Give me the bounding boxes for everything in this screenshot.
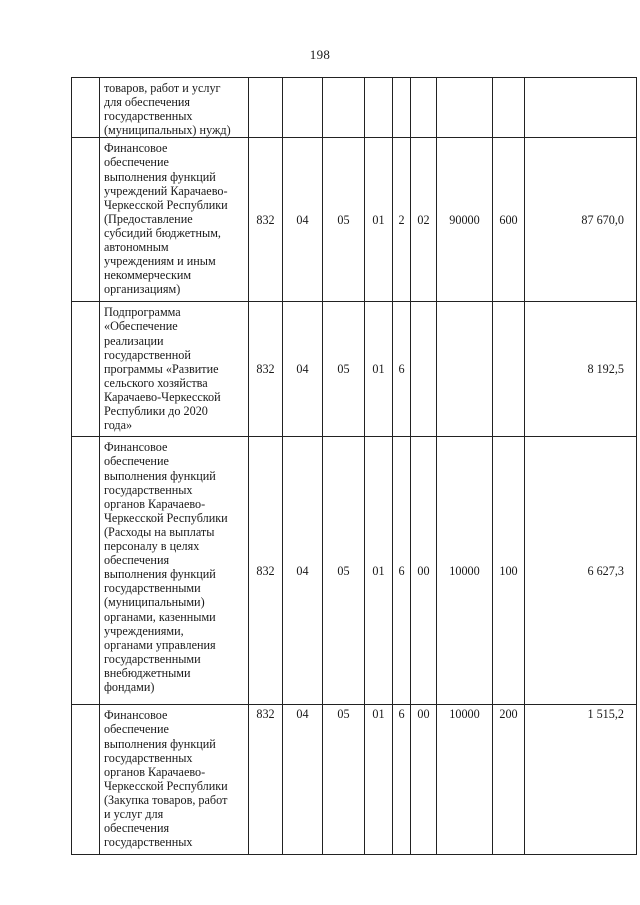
admin-code-cell: 832 [249, 705, 283, 855]
program-code-cell: 01 [365, 705, 393, 855]
expense-type-cell: 100 [493, 437, 525, 705]
subprogram-code-cell: 2 [393, 138, 411, 302]
expense-type-cell: 600 [493, 138, 525, 302]
row-number-cell [72, 302, 100, 437]
expense-type-cell [493, 302, 525, 437]
table-row [72, 302, 637, 437]
direction-code-cell [437, 78, 493, 138]
subprogram-code-cell: 6 [393, 302, 411, 437]
main-event-code-cell: 00 [411, 705, 437, 855]
program-code-cell [365, 78, 393, 138]
admin-code-cell: 832 [249, 302, 283, 437]
subprogram-code-cell: 6 [393, 437, 411, 705]
table-row [72, 705, 637, 855]
program-code-cell: 01 [365, 437, 393, 705]
amount-cell: 1 515,2 [525, 705, 637, 855]
section-code-cell: 04 [283, 437, 323, 705]
expense-type-cell [493, 78, 525, 138]
name-cell: Подпрограмма «Обеспечение реализации государственной программы «Развитие сельского хозяйства Карачаево-Черкесской Республики до 2020 года» [100, 302, 249, 437]
subsection-code-cell: 05 [323, 437, 365, 705]
subsection-code-cell [323, 78, 365, 138]
direction-code-cell: 90000 [437, 138, 493, 302]
name-cell: Финансовое обеспечение выполнения функций учреждений Карачаево- Черкесской Республики (Предоставление субсидий бюджетным, автономным учреждениям и иным некоммерческим организациям) [100, 138, 249, 302]
amount-cell: 8 192,5 [525, 302, 637, 437]
page-number: 198 [309, 47, 331, 62]
subsection-code-cell: 05 [323, 302, 365, 437]
section-code-cell: 04 [283, 138, 323, 302]
row-number-cell [72, 78, 100, 138]
table-row [72, 78, 637, 138]
name-cell: товаров, работ и услуг для обеспечения государственных (муниципальных) нужд) [100, 78, 249, 138]
main-event-code-cell [411, 302, 437, 437]
program-code-cell: 01 [365, 302, 393, 437]
amount-cell: 87 670,0 [525, 138, 637, 302]
main-event-code-cell: 00 [411, 437, 437, 705]
expense-type-cell: 200 [493, 705, 525, 855]
table-row [72, 437, 637, 705]
budget-table [71, 77, 637, 855]
row-number-cell [72, 138, 100, 302]
direction-code-cell: 10000 [437, 437, 493, 705]
row-number-cell [72, 437, 100, 705]
direction-code-cell: 10000 [437, 705, 493, 855]
direction-code-cell [437, 302, 493, 437]
program-code-cell: 01 [365, 138, 393, 302]
section-code-cell: 04 [283, 302, 323, 437]
name-cell: Финансовое обеспечение выполнения функций государственных органов Карачаево- Черкесской Республики (Закупка товаров, работ и услуг для обеспечения государственных [100, 705, 249, 855]
admin-code-cell [249, 78, 283, 138]
admin-code-cell: 832 [249, 437, 283, 705]
name-cell: Финансовое обеспечение выполнения функций государственных органов Карачаево- Черкесской Республики (Расходы на выплаты персоналу в целях обеспечения выполнения функций государственными (муниципальными) органами, казенными учреждениями, органами управления государственными внебюджетными фондами) [100, 437, 249, 705]
subsection-code-cell: 05 [323, 138, 365, 302]
amount-cell: 6 627,3 [525, 437, 637, 705]
admin-code-cell: 832 [249, 138, 283, 302]
subsection-code-cell: 05 [323, 705, 365, 855]
subprogram-code-cell: 6 [393, 705, 411, 855]
subprogram-code-cell [393, 78, 411, 138]
section-code-cell: 04 [283, 705, 323, 855]
row-number-cell [72, 705, 100, 855]
table-row [72, 138, 637, 302]
main-event-code-cell [411, 78, 437, 138]
section-code-cell [283, 78, 323, 138]
main-event-code-cell: 02 [411, 138, 437, 302]
amount-cell [525, 78, 637, 138]
